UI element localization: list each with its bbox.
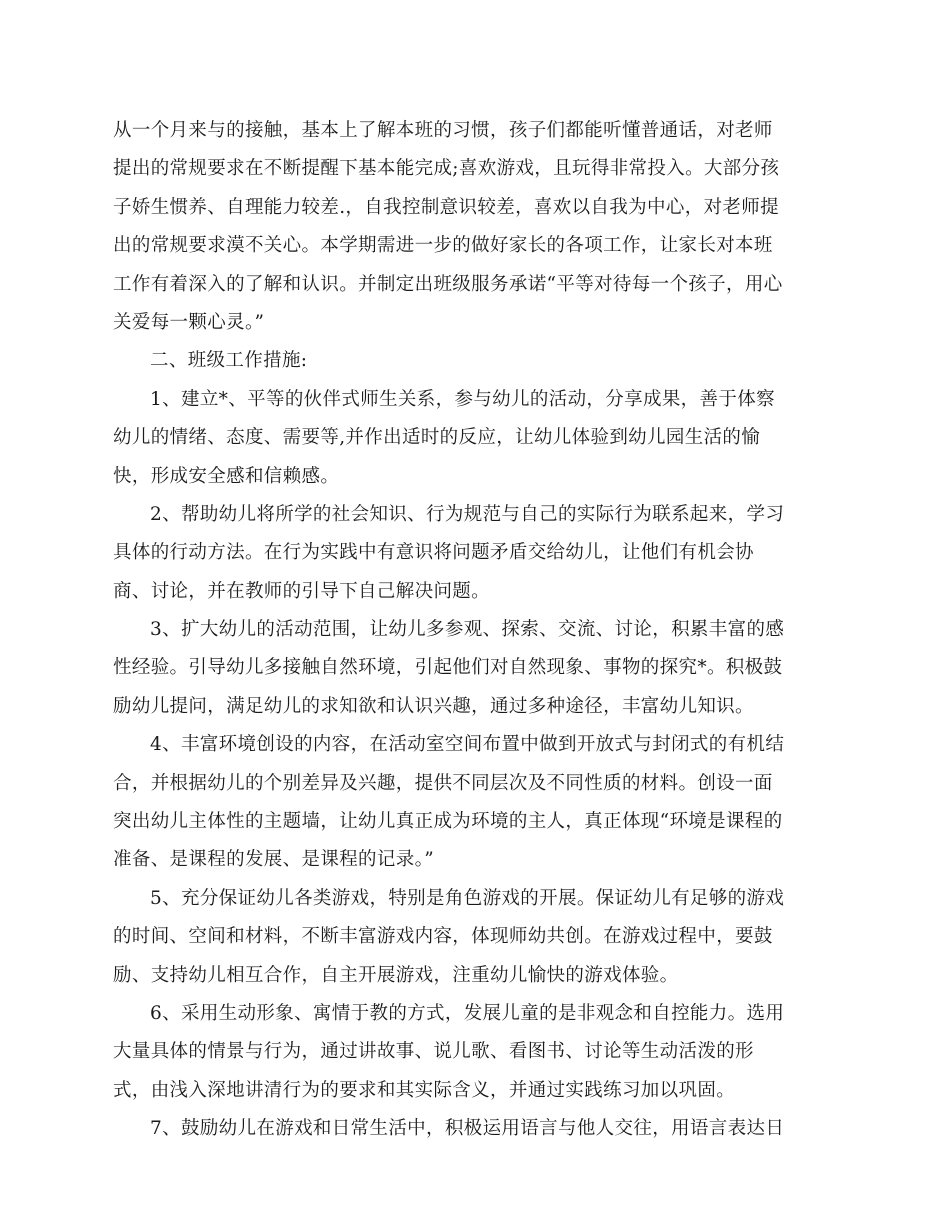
text-line: 的时间、空间和材料，不断丰富游戏内容，体现师幼共创。在游戏过程中，要鼓 [113, 926, 773, 948]
text-line: 合，并根据幼儿的个别差异及兴趣，提供不同层次及不同性质的材料。创设一面 [113, 772, 773, 794]
text-line: 从一个月来与的接触，基本上了解本班的习惯，孩子们都能听懂普通话，对老师 [113, 120, 773, 141]
text-line: 励、支持幼儿相互合作，自主开展游戏，注重幼儿愉快的游戏体验。 [113, 964, 679, 986]
text-line: 工作有着深入的了解和认识。并制定出班级服务承诺“平等对待每一个孩子，用心 [113, 273, 783, 295]
text-line: 1、建立*、平等的伙伴式师生关系，参与幼儿的活动，分享成果，善于体察 [150, 388, 775, 410]
text-line: 子娇生惯养、自理能力较差.，自我控制意识较差，喜欢以自我为中心，对老师提 [113, 196, 779, 218]
text-line: 出的常规要求漠不关心。本学期需进一步的做好家长的各项工作，让家长对本班 [113, 235, 773, 257]
text-line: 5、充分保证幼儿各类游戏，特别是角色游戏的开展。保证幼儿有足够的游戏 [150, 887, 785, 909]
text-line: 提出的常规要求在不断提醒下基本能完成;喜欢游戏，且玩得非常投入。大部分孩 [113, 158, 780, 180]
document-page [113, 112, 813, 1149]
text-line: 具体的行动方法。在行为实践中有意识将问题矛盾交给幼儿，让他们有机会协 [113, 542, 754, 564]
text-line: 快，形成安全感和信赖感。 [113, 465, 340, 487]
text-line: 式，由浅入深地讲清行为的要求和其实际含义，并通过实践练习加以巩固。 [113, 1079, 736, 1101]
text-line: 6、采用生动形象、寓情于教的方式，发展儿童的是非观念和自控能力。选用 [150, 1002, 785, 1024]
text-line: 突出幼儿主体性的主题墙，让幼儿真正成为环境的主人，真正体现“环境是课程的 [113, 811, 783, 833]
text-line: 性经验。引导幼儿多接触自然环境，引起他们对自然现象、事物的探究*。积极鼓 [113, 657, 783, 679]
text-line: 2、帮助幼儿将所学的社会知识、行为规范与自己的实际行为联系起来，学习 [150, 503, 785, 525]
text-line: 7、鼓励幼儿在游戏和日常生活中，积极运用语言与他人交往，用语言表达日 [150, 1118, 785, 1140]
text-line: 4、丰富环境创设的内容，在活动室空间布置中做到开放式与封闭式的有机结 [150, 734, 785, 756]
text-line: 准备、是课程的发展、是课程的记录。” [113, 849, 435, 871]
text-line: 励幼儿提问，满足幼儿的求知欲和认识兴趣，通过多种途径，丰富幼儿知识。 [113, 695, 754, 717]
text-line: 商、讨论，并在教师的引导下自己解决问题。 [113, 580, 491, 602]
text-line: 大量具体的情景与行为，通过讲故事、说儿歌、看图书、讨论等生动活泼的形 [113, 1041, 754, 1063]
text-line: 二、班级工作措施: [150, 350, 308, 372]
text-line: 幼儿的情绪、态度、需要等,并作出适时的反应，让幼儿体验到幼儿园生活的愉 [113, 427, 761, 449]
text-line: 关爱每一颗心灵。” [113, 311, 265, 333]
text-line: 3、扩大幼儿的活动范围，让幼儿多参观、探索、交流、讨论，积累丰富的感 [150, 619, 785, 641]
